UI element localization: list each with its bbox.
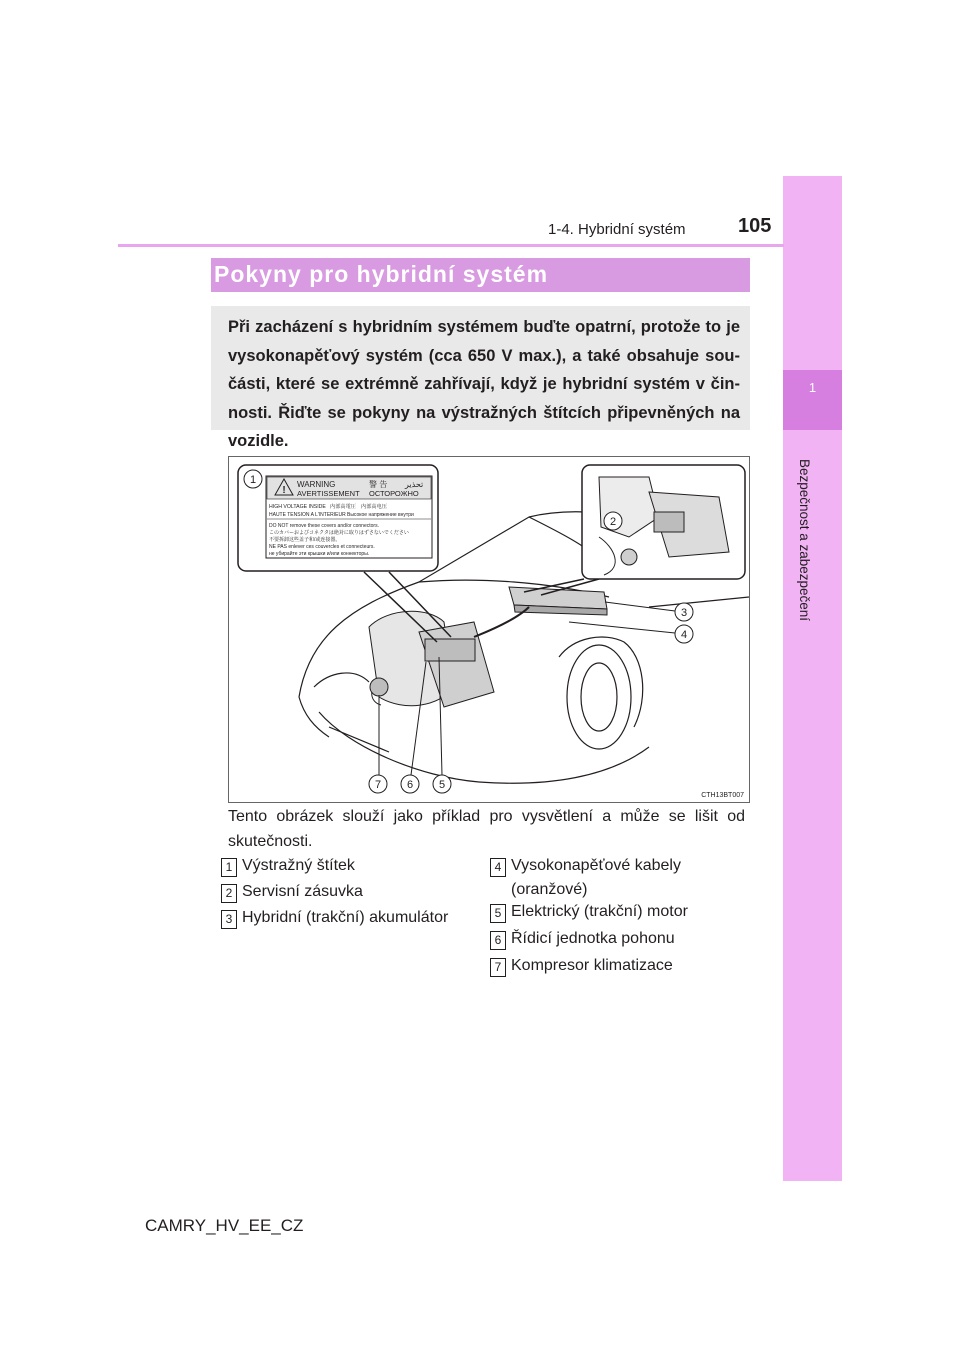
label-hv-fr: HAUTE TENSION A L'INTERIEUR [269,512,346,518]
legend-item-5: Elektrický (trakční) motor [511,903,688,920]
legend-item-2: Servisní zásuvka [242,883,363,900]
chapter-number: 1 [808,380,817,395]
label-warning-jp: 警 告 [369,480,388,489]
figure-code: CTH13BT007 [701,792,744,799]
warning-label-inset [238,465,438,571]
label-hv-en: HIGH VOLTAGE INSIDE [269,504,326,510]
callout-2 [604,512,622,530]
hybrid-system-figure [228,456,750,803]
svg-text:7: 7 [374,779,382,791]
label-text-fr: NE PAS enlever ces couvercles et connecteurs. [269,544,375,550]
legend-item-1: Výstražný štítek [242,857,355,874]
svg-text:1: 1 [249,474,257,486]
callout-4 [675,625,693,643]
legend-item-7: Kompresor klimatizace [511,957,673,974]
callout-6 [401,775,419,793]
legend-num-4: 4 [490,858,506,877]
label-text-en: DO NOT remove these covers and/or connectors. [269,523,379,529]
footer-doc-code: CAMRY_HV_EE_CZ [145,1216,304,1235]
svg-text:5: 5 [438,779,446,791]
legend-item-4: Vysokonapěťové kabely (oranžové) [511,857,681,898]
chapter-side-tab-active [783,370,842,430]
legend-item-3: Hybridní (trakční) akumulátor [242,909,449,926]
header-rule [118,244,784,247]
svg-text:6: 6 [406,779,414,791]
svg-text:2: 2 [609,516,617,528]
legend-num-7: 7 [490,958,506,977]
label-text-jp: このカバーおよびコネクタは絶対に取りはずさないでください [269,530,409,536]
page-number: 105 [738,215,772,237]
label-warning-fr: AVERTISSEMENT [297,489,360,498]
svg-text:!: ! [282,485,286,496]
label-warning-ar: تحذير [405,480,424,489]
label-warning-en: WARNING [297,480,336,489]
label-text-ru: не убирайте эти крышки и/или коннекторы. [269,551,370,557]
callout-1 [244,470,262,488]
callout-7 [369,775,387,793]
label-hv-jp: 内部高電圧 [330,504,356,510]
svg-text:4: 4 [680,629,688,641]
engine-compartment [369,611,494,707]
legend-item-6: Řídicí jednotka pohonu [511,930,675,947]
hybrid-car-illustration [229,457,749,802]
svg-text:3: 3 [680,607,688,619]
label-hv-cn: 内部高电压 [361,504,387,510]
legend-num-1: 1 [221,858,237,877]
intro-text: Při zacházení s hybridním systémem buďte opatrní, protože to je vysokonapěťový systém (cca 650 V max.), a také obsahuje sou-části, které se extrémně zahřívají, když je hybridní systém v čin-nosti. Řiďte se pokyny na výstražných štítcích připevněných na vozidle. [228,318,740,450]
chapter-title: Bezpečnost a zabezpečení [797,458,812,622]
figure-caption: Tento obrázek slouží jako příklad pro vysvětlení a může se lišit od skutečnosti. [228,808,745,850]
label-hv-ru: Высокое напряжение внутри [347,512,414,518]
callout-3 [675,603,693,621]
legend-num-6: 6 [490,931,506,950]
section-label: 1-4. Hybridní systém [548,221,686,238]
chapter-side-tab [783,176,842,1181]
legend-num-3: 3 [221,910,237,929]
label-warning-ru: ОСТОРОЖНО [369,489,419,498]
legend-num-2: 2 [221,884,237,903]
page-title: Pokyny pro hybridní systém [214,261,549,287]
label-text-cn: 不要拆卸这些盖子和/或连接器。 [269,537,341,543]
legend-num-5: 5 [490,904,506,923]
callout-5 [433,775,451,793]
